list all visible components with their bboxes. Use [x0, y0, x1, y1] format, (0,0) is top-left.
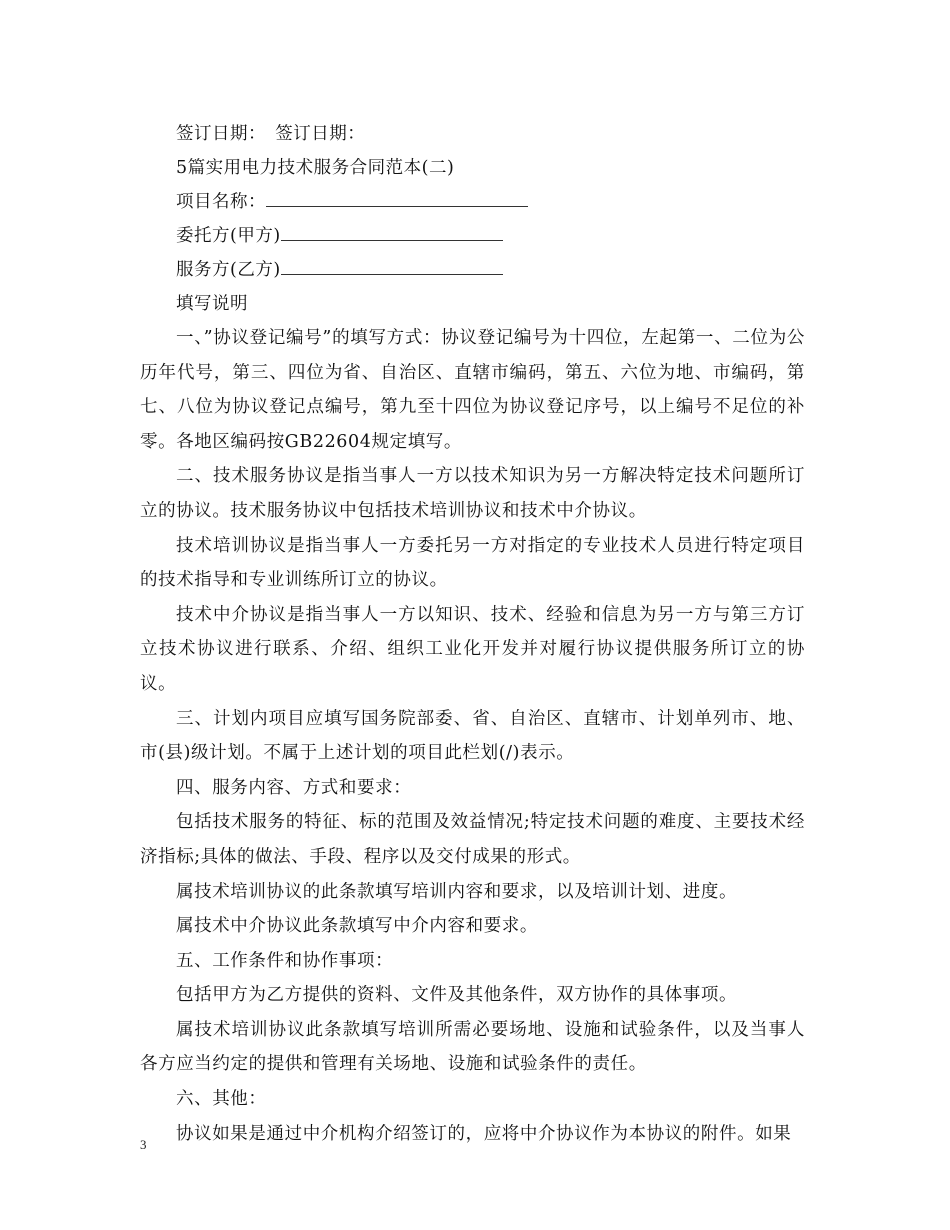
client-field — [140, 219, 805, 253]
provider-field — [140, 253, 805, 287]
project-name-blank — [266, 186, 528, 207]
paragraph-2: 二、技术服务协议是指当事人一方以技术知识为另一方解决特定技术问题所订立的协议。技术服务协议中包括技术培训协议和技术中介协议。 — [140, 466, 805, 521]
paragraph-3: 技术培训协议是指当事人一方委托另一方对指定的专业技术人员进行特定项目的技术指导和专业训练所订立的协议。 — [140, 535, 805, 591]
project-name-label: 项目名称： — [176, 192, 266, 212]
paragraph-11: 包括甲方为乙方提供的资料、文件及其他条件，双方协作的具体事项。 — [176, 985, 738, 1006]
paragraph-7: 包括技术服务的特征、标的范围及效益情况;特定技术问题的难度、主要技术经济指标;具体的做法、手段、程序以及交付成果的形式。 — [140, 812, 805, 867]
paragraph-6: 四、服务内容、方式和要求： — [176, 777, 412, 798]
paragraph-9: 属技术中介协议此条款填写中介内容和要求。 — [176, 916, 538, 937]
client-blank — [281, 220, 503, 241]
client-label: 委托方(甲方) — [176, 226, 281, 246]
provider-blank — [281, 254, 503, 275]
project-name-field — [140, 185, 805, 219]
paragraph-4: 技术中介协议是指当事人一方以知识、技术、经验和信息为另一方与第三方订立技术协议进行联系、介绍、组织工业化开发并对履行协议提供服务所订立的协议。 — [140, 604, 805, 694]
document-title: 5篇实用电力技术服务合同范本(二) — [176, 158, 455, 178]
instructions-heading: 填写说明 — [176, 294, 248, 314]
paragraph-14: 协议如果是通过中介机构介绍签订的，应将中介协议作为本协议的附件。如果 — [176, 1123, 792, 1144]
paragraph-8: 属技术培训协议的此条款填写培训内容和要求，以及培训计划、进度。 — [176, 881, 738, 902]
paragraph-1: 一、”协议登记编号”的填写方式：协议登记编号为十四位，左起第一、二位为公历年代号，第三、四位为省、自治区、直辖市编码，第五、六位为地、市编码，第七、八位为协议登记点编号，第九至十四位为协议登记序号，以上编号不足位的补零。各地区编码按GB22604规定填写。 — [140, 328, 805, 452]
provider-label: 服务方(乙方) — [176, 260, 281, 280]
paragraph-12: 属技术培训协议此条款填写培训所需必要场地、设施和试验条件，以及当事人各方应当约定的提供和管理有关场地、设施和试验条件的责任。 — [140, 1019, 805, 1075]
page-number: 3 — [140, 1137, 147, 1152]
paragraph-10: 五、工作条件和协作事项： — [176, 950, 394, 971]
paragraph-13: 六、其他： — [176, 1089, 267, 1110]
sign-dates-line: 签订日期： 签订日期： — [176, 124, 366, 144]
paragraph-5: 三、计划内项目应填写国务院部委、省、自治区、直辖市、计划单列市、地、市(县)级计划。不属于上述计划的项目此栏划(/)表示。 — [140, 708, 805, 764]
document-body — [140, 117, 805, 1151]
